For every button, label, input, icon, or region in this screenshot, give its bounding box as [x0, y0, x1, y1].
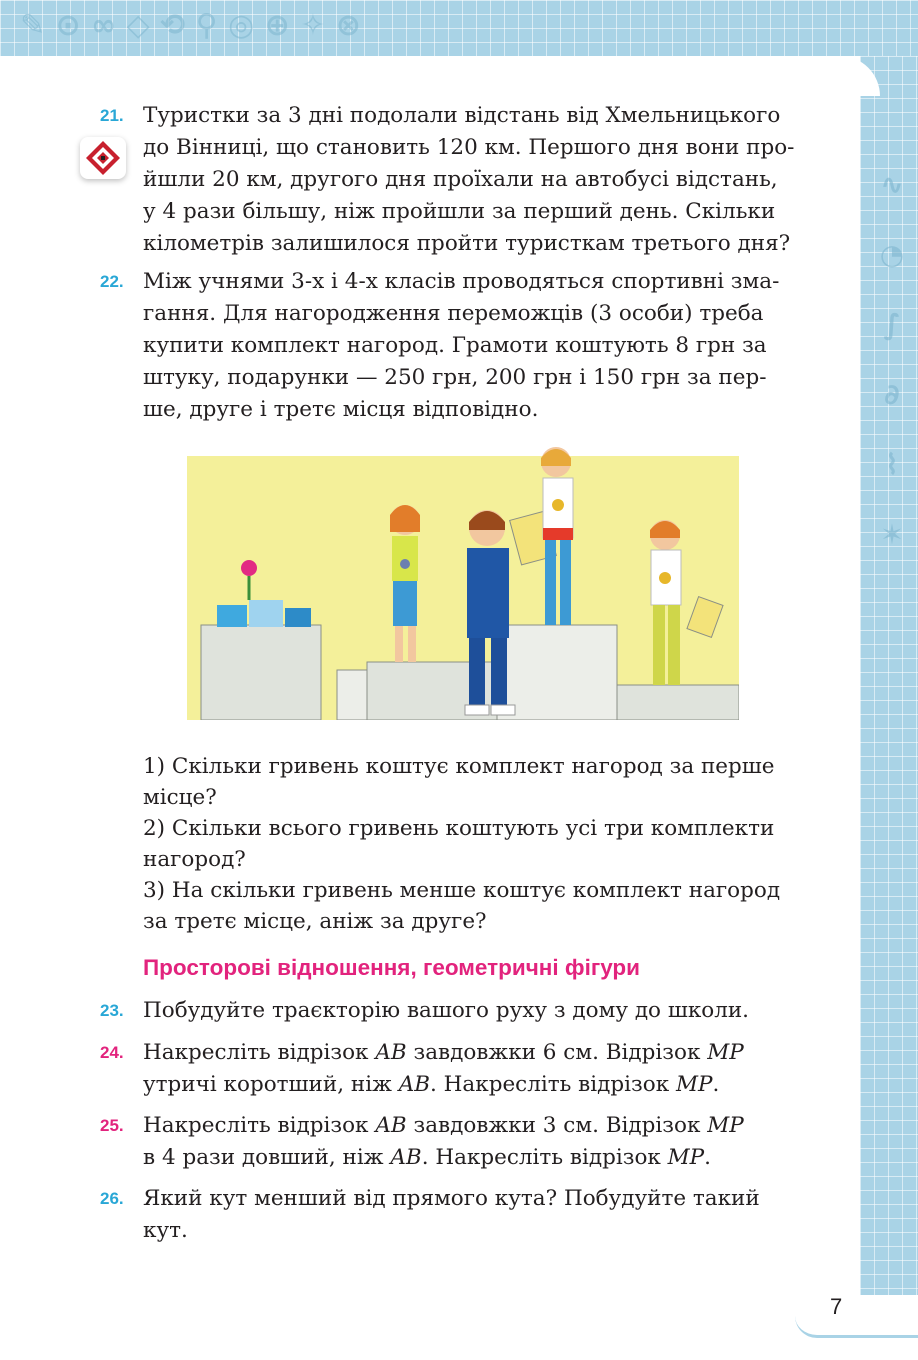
task-number: 23. [100, 1001, 124, 1020]
task-number: 25. [100, 1116, 124, 1135]
task-text: Туристки за 3 дні подолали відстань від Хмельницького до Вінниці, що становить 120 км. Першого дня вони про- йшли 20 км, другого дня проїхали на автобусі відстань, у 4 рази більшу, ніж пройшли за перший день. Скільки кілометрів залишилося пройти туристкам третього дня? [143, 103, 795, 256]
task-number: 22. [100, 272, 124, 291]
task-number: 24. [100, 1043, 124, 1062]
task-text: Накресліть відрізок AB завдовжки 3 см. Відрізок MP в 4 рази довший, ніж AB. Накресліть відрізок MP. [143, 1113, 744, 1170]
embroidery-ornament-icon [80, 137, 126, 179]
section-title: Просторові відношення, геометричні фігури [143, 955, 640, 980]
award-ceremony-illustration [187, 440, 739, 720]
task-24 [100, 1037, 845, 1101]
task-21 [100, 100, 845, 260]
task-text: Між учнями 3-х і 4-х класів проводяться спортивні зма- гання. Для нагородження переможців (3 особи) треба купити комплект нагород. Грамоти коштують 8 грн за штуку, подарунки — 250 грн, 200 грн і 150 грн за пер- ше, друге і третє місця відповідно. [143, 269, 780, 422]
task-23 [100, 995, 845, 1027]
task-26 [100, 1183, 845, 1247]
task-text: Накресліть відрізок AB завдовжки 6 см. Відрізок MP утричі коротший, ніж AB. Накресліть відрізок MP. [143, 1040, 744, 1097]
task-number: 26. [100, 1189, 124, 1208]
task-number: 21. [100, 106, 124, 125]
page-number: 7 [830, 1294, 843, 1319]
task-text: Який кут менший від прямого кута? Побудуйте такий кут. [143, 1186, 760, 1243]
task-22-questions: 1) Скільки гривень коштує комплект нагород за перше місце? 2) Скільки всього гривень коштують усі три комплекти нагород? 3) На скільки гривень менше коштує комплект нагород за третє місце, аніж за друге? [143, 754, 781, 934]
side-doodle: ∿ ◔ ∫ ∂ ⌇ ✶ [879, 168, 905, 551]
task-25 [100, 1110, 845, 1174]
task-text: Побудуйте траєкторію вашого руху з дому до школи. [143, 998, 750, 1023]
page-number-tab [795, 1295, 918, 1338]
task-22 [100, 266, 845, 426]
band-doodle: ✎ ⊙ ∞ ◇ ⟲ ⚲ ◎ ⊕ ✧ ⊗ [20, 8, 362, 43]
